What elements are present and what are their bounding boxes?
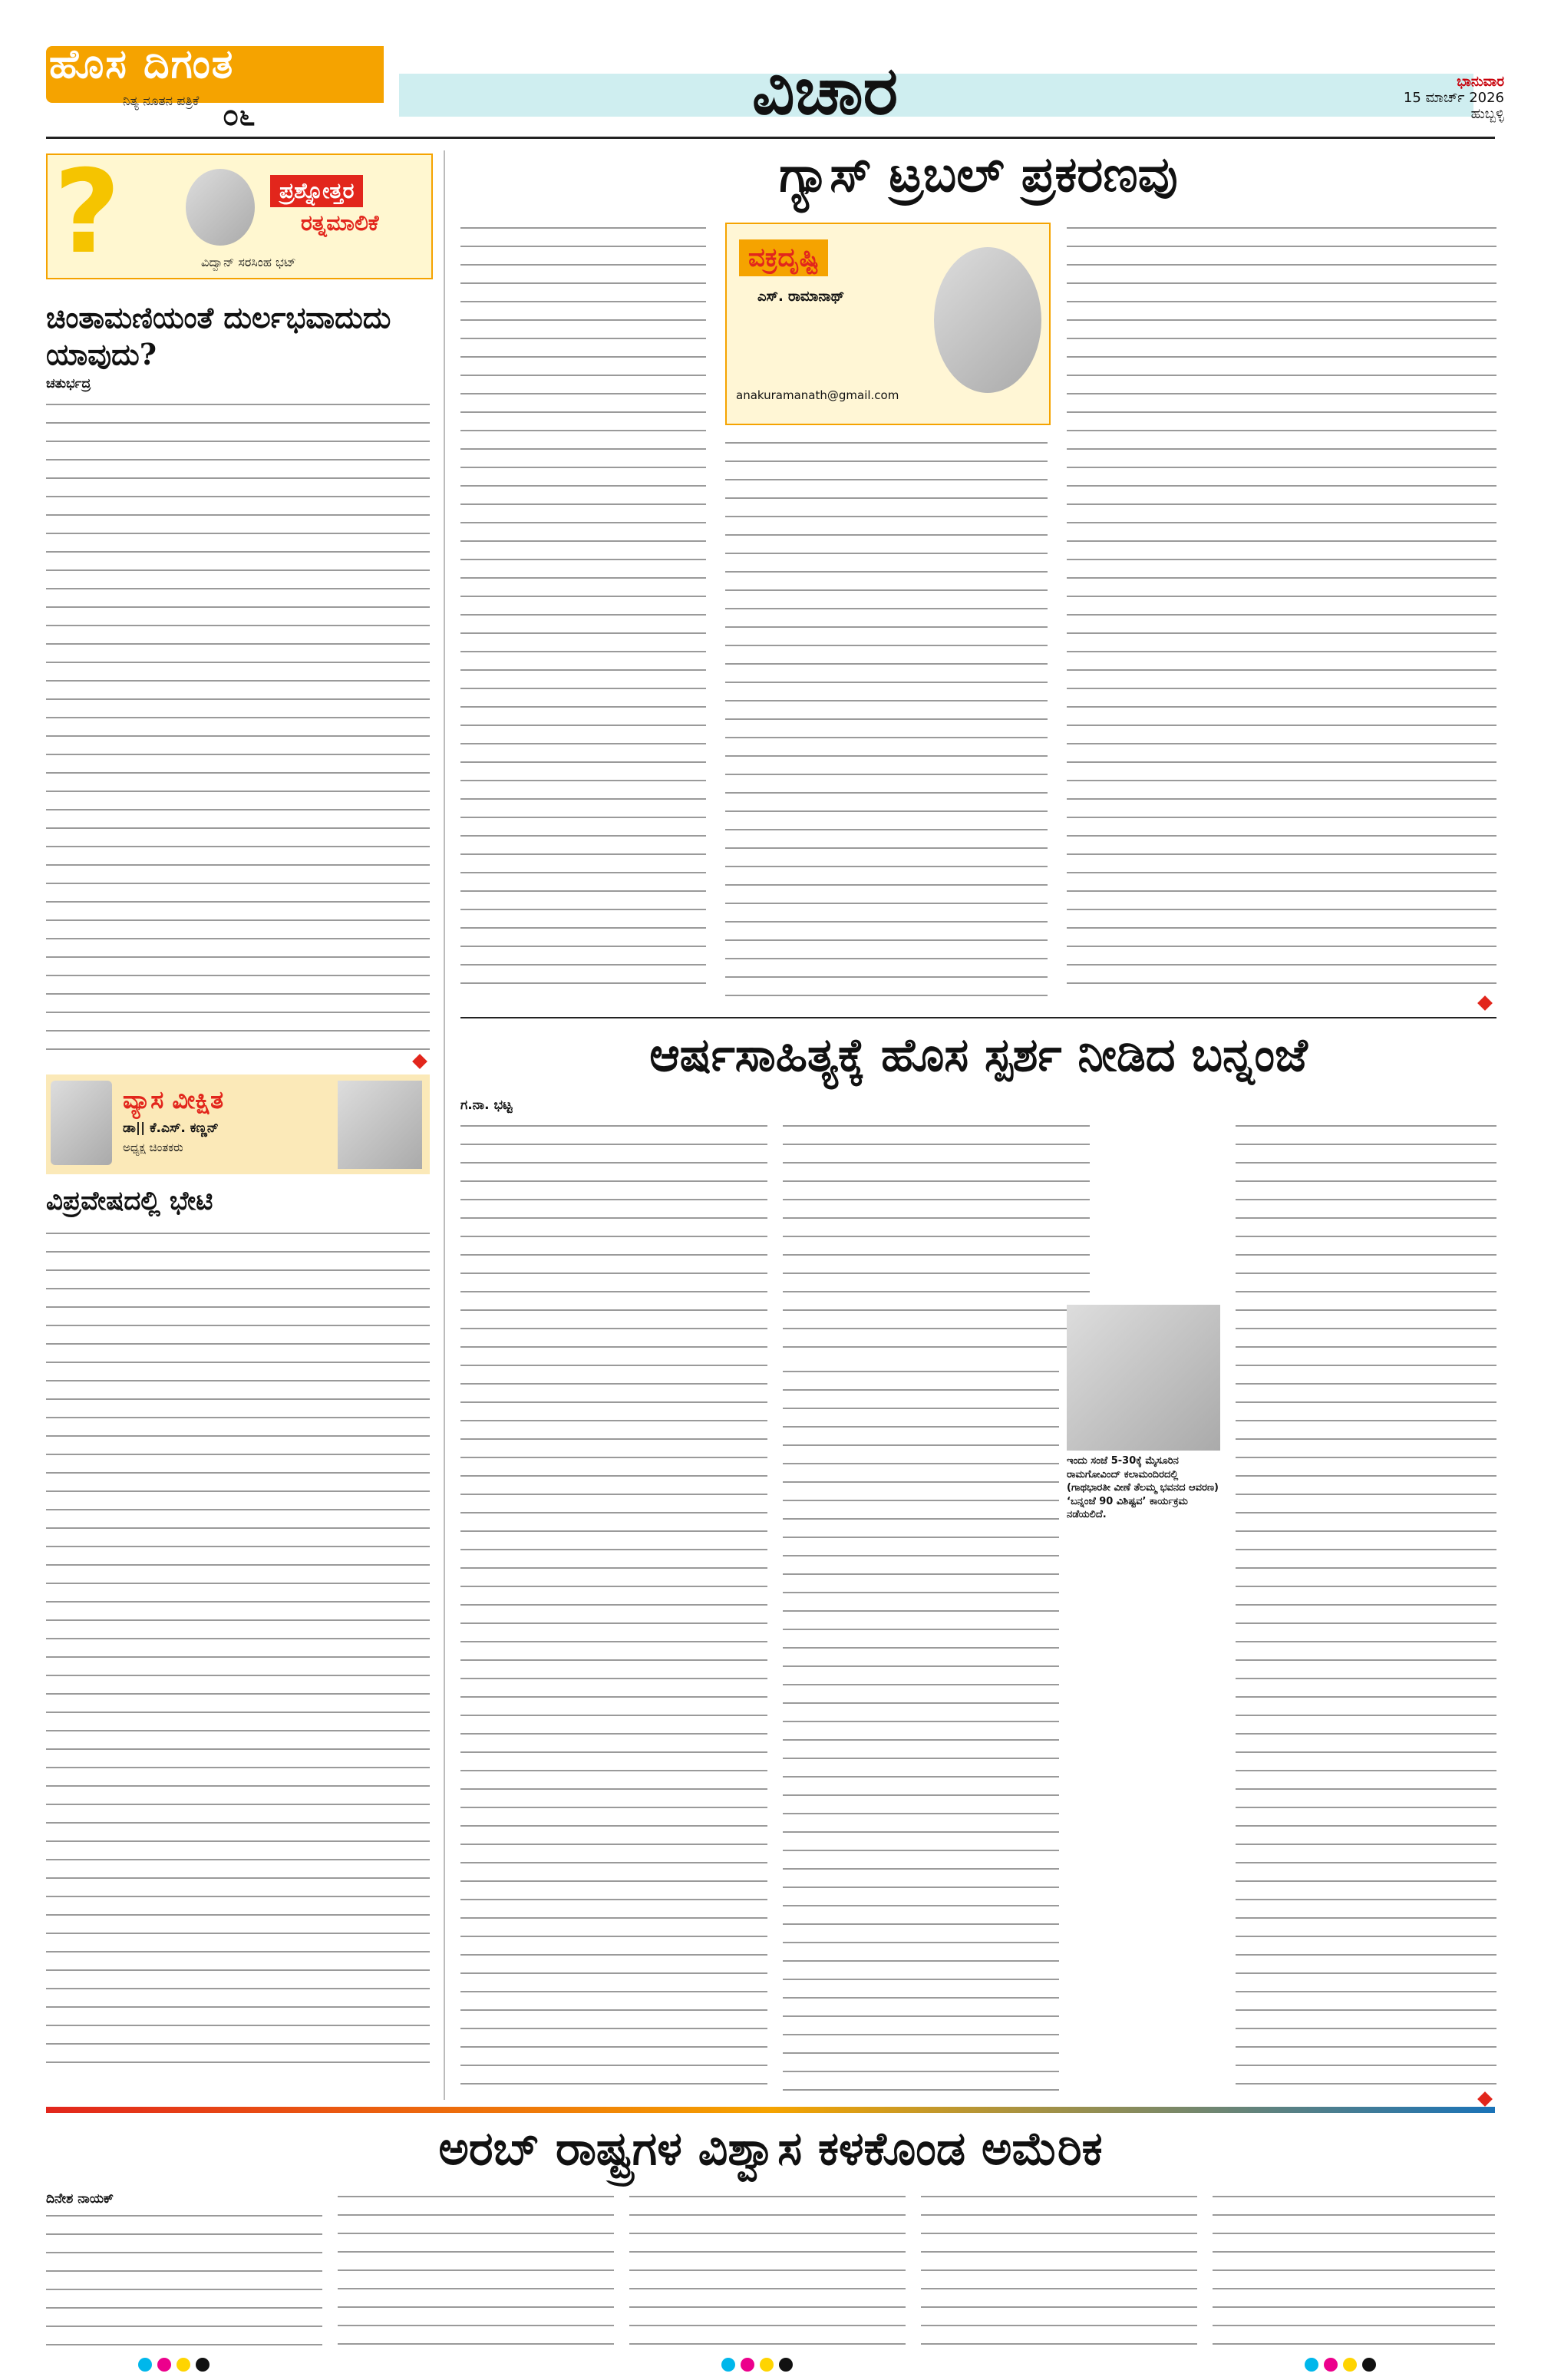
bottom-body-col2	[338, 2191, 614, 2349]
question-mark-icon: ?	[54, 146, 121, 279]
vyasa-author: ಡಾ|| ಕೆ.ಎಸ್. ಕಣ್ಣನ್	[123, 1121, 219, 1136]
column-name: ವಕ್ರದೃಷ್ಟಿ	[739, 239, 828, 276]
vyasa-article-title: ವಿಪ್ರವೇಷದಲ್ಲಿ ಭೇಟಿ	[46, 1186, 213, 1216]
column-header-box	[725, 223, 1051, 425]
qa-label: ಚತುರ್ಭದ್ರ	[46, 376, 91, 391]
registration-mark	[1324, 2358, 1338, 2372]
masthead-rule	[46, 137, 1495, 139]
bottom-body-col3	[629, 2191, 906, 2349]
masthead-logo: ಹೊಸ ದಿಗಂತ	[49, 41, 235, 87]
registration-mark	[760, 2358, 774, 2372]
feature-body-col1	[460, 1121, 767, 2095]
day: ಭಾನುವಾರ	[1457, 74, 1504, 90]
section-rule	[460, 1017, 1496, 1018]
bottom-body-col4	[921, 2191, 1197, 2349]
date-box	[1320, 74, 1504, 122]
registration-mark	[1305, 2358, 1318, 2372]
main-body-col2	[725, 437, 1048, 998]
author-email: anakuramanath@gmail.com	[736, 388, 899, 402]
masthead-strip	[399, 74, 1473, 117]
feature-headline: ಆರ್ಷಸಾಹಿತ್ಯಕ್ಕೆ ಹೊಸ ಸ್ಪರ್ಶ ನೀಡಿದ ಬನ್ನಂಜೆ	[649, 1028, 1308, 1082]
vyasa-body-text	[46, 1228, 430, 2080]
registration-mark	[741, 2358, 754, 2372]
bottom-headline: ಅರಬ್ ರಾಷ್ಟ್ರಗಳ ವಿಶ್ವಾಸ ಕಳಕೊಂಡ ಅಮೆರಿಕ	[438, 2122, 1103, 2176]
feature-body-col2a	[783, 1121, 1090, 1351]
qa-body-text	[46, 399, 430, 1059]
main-body-col3	[1067, 223, 1496, 998]
feature-body-col2b	[783, 1366, 1059, 2095]
qa-subtitle: ರತ್ನಮಾಲಿಕೆ	[301, 210, 379, 236]
vyasa-banner	[46, 1074, 430, 1174]
page-number: ೦೬	[223, 98, 256, 132]
masthead-tagline: ನಿತ್ಯ ನೂತನ ಪತ್ರಿಕೆ	[123, 94, 200, 109]
main-headline: ಗ್ಯಾಸ್ ಟ್ರಬಲ್ ಪ್ರಕರಣವು	[779, 146, 1178, 203]
feature-photo	[1067, 1305, 1220, 1451]
city: ಹುಬ್ಬಳ್ಳಿ	[1470, 106, 1504, 122]
qa-question: ಚಿಂತಾಮಣಿಯಂತೆ ದುರ್ಲಭವಾದುದು ಯಾವುದು?	[46, 300, 391, 371]
feature-photo-caption: ಇಂದು ಸಂಜೆ 5-30ಕ್ಕೆ ಮೈಸೂರಿನ ರಾಮಗೋವಿಂದ್ ಕಲಾಮಂದಿರದಲ್ಲಿ (ಗಾಥಭಾರತೀ ವೀಣೆ ತೆಲಮ್ಮ ಭವನದ ಆವರಣ) ‘ಬನ್ನಂಜೆ 90 ವಿಶಿಷ್ಟವ’ ಕಾರ್ಯಕ್ರಮ ನಡೆಯಲಿದೆ.	[1067, 1455, 1219, 1521]
author-photo	[186, 169, 255, 246]
registration-mark	[1362, 2358, 1376, 2372]
bottom-body-col5	[1213, 2191, 1495, 2349]
qa-author: ವಿದ್ವಾನ್ ಸರಸಿಂಹ ಭಟ್	[201, 255, 296, 269]
sage-illustration	[51, 1081, 112, 1165]
feature-byline: ಗ.ನಾ. ಭಟ್ಟ	[460, 1098, 513, 1113]
registration-mark	[196, 2358, 210, 2372]
vyasa-author-role: ಅಧ್ಯಕ್ಷ ಚಿಂತಕರು	[123, 1140, 183, 1154]
vyasa-title: ವ್ಯಾಸ ವೀಕ್ಷಿತ	[123, 1085, 224, 1114]
qa-title: ಪ್ರಶ್ನೋತ್ತರ	[270, 175, 363, 207]
qa-banner	[46, 146, 433, 279]
section-title: ವಿಚಾರ	[752, 52, 899, 130]
date: 15 ಮಾರ್ಚ್ 2026	[1403, 90, 1504, 106]
color-divider	[46, 2107, 1495, 2113]
registration-mark	[1343, 2358, 1357, 2372]
author-photo	[934, 247, 1041, 393]
end-marker-icon	[1477, 995, 1493, 1011]
main-body-col1	[460, 223, 706, 998]
registration-mark	[721, 2358, 735, 2372]
registration-mark	[779, 2358, 793, 2372]
registration-mark	[157, 2358, 171, 2372]
bottom-byline: ದಿನೇಶ ನಾಯಕ್	[46, 2191, 114, 2207]
bottom-body-col1	[46, 2210, 322, 2349]
author-photo	[338, 1081, 422, 1169]
column-divider	[444, 150, 445, 2100]
feature-body-col3	[1236, 1121, 1496, 2095]
registration-mark	[138, 2358, 152, 2372]
registration-mark	[177, 2358, 190, 2372]
author-name: ಎಸ್. ರಾಮಾನಾಥ್	[757, 289, 845, 305]
